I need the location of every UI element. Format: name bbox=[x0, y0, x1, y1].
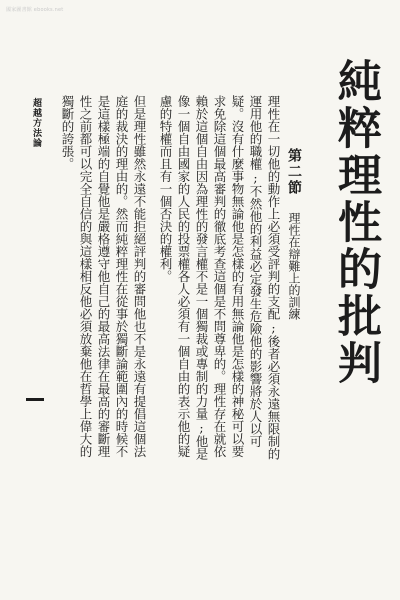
section-number: 第二節 bbox=[286, 148, 302, 196]
paragraph-1: 理性在一切他的動作上必須受評判的支配;後者必須永遠無限制的運用他的職權;不然他的利益必定發生危險他的影響將於人以可疑。沒有什麼事物無論他是怎樣的有用無論他是怎樣的神秘可以要求免除這個最高審判的徹底考查這個是不問尊卑的。理性存在就依賴於這個自由因為理性的發言權不是一個獨裁或專制的力量;他是像一個自由國家的人民的投票權各人必須有一個自由的表示他的疑慮的特權而且有一個否決的權利。 bbox=[158, 95, 281, 460]
watermark: 國家圖書館 ebooks.net bbox=[6, 7, 64, 13]
paragraph-2: 但是理性雖然永遠不能拒絕評判的審問他也不是永遠有提倡這個法庭的裁決的理由的。然而純粹理性在從事於獨斷論範圍內的時候不是這樣極端的自覺他是嚴格遵守他自己的最高法律在最高的審斷理性之前都可以完全自信的與這樣相反他必須放棄他在哲學上偉大的獨斷的誇張。 bbox=[60, 95, 147, 458]
section-heading bbox=[284, 148, 304, 320]
page-number-mark bbox=[26, 398, 44, 401]
running-head: 超越方法論 bbox=[31, 98, 41, 148]
body-text bbox=[58, 95, 282, 465]
section-subtitle: 理性在辯難上的訓練 bbox=[287, 212, 301, 320]
page-title: 純粹理性的批判 bbox=[330, 58, 381, 387]
